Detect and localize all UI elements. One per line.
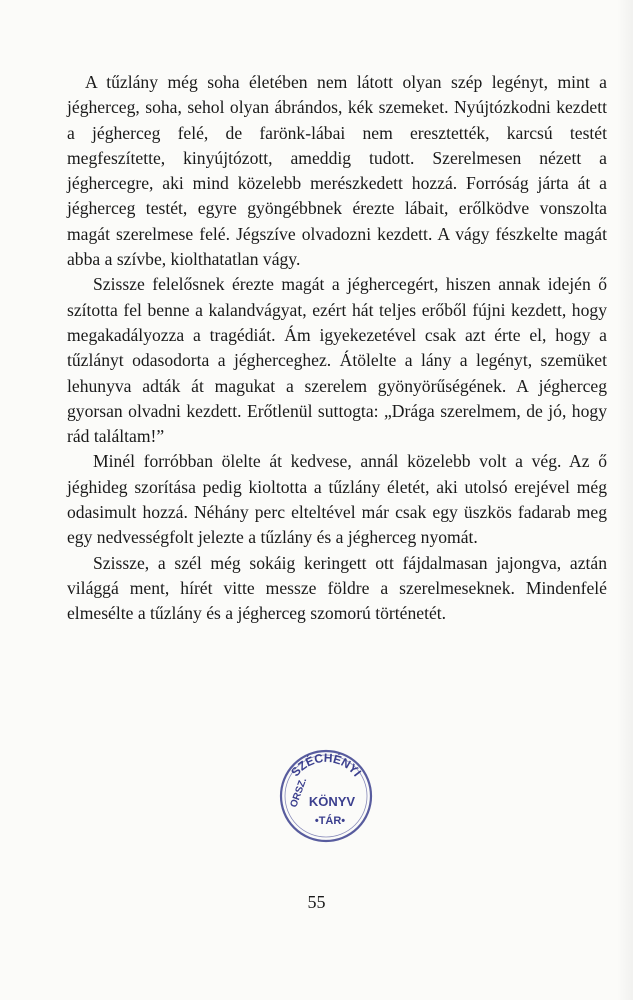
stamp-top-text: SZÉCHÉNYI bbox=[288, 750, 365, 780]
page-edge-shadow bbox=[617, 0, 633, 1000]
library-stamp bbox=[276, 746, 376, 846]
stamp-left-text: ORSZ. bbox=[288, 776, 310, 810]
stamp-bottom-text: •TÁR• bbox=[314, 815, 346, 827]
stamp-middle-text: KÖNYV bbox=[308, 794, 356, 809]
paragraph-1: A tűzlány még soha életében nem látott olyan szép legényt, mint a jégherceg, soha, sehol olyan ábrándos, kék szemeket. Nyújtózkodni kezdett a jégherceg felé, de farönk-lábai nem eresztették, karcsú testét megfeszítette, kinyújtózott, ameddig tudott. Szerelmesen nézett a jéghercegre, aki mind közelebb merészkedett hozzá. Forróság járta át a jégherceg testét, egyre gyöngébbnek érezte lábait, erőlködve vonszolta magát szerelmese felé. Jégszíve olvadozni kezdett. A vágy fészkelte magát abba a szívbe, kiolthatatlan vágy. bbox=[67, 72, 607, 270]
page-number: 55 bbox=[307, 892, 326, 912]
paragraph-3: Minél forróbban ölelte át kedvese, annál közelebb volt a vég. Az ő jéghideg szorítása pedig kioltotta a tűzlány életét, aki utolsó erejével még odasimult hozzá. Néhány perc elteltével már csak egy üszkös fadarab meg egy nedvességfolt jelezte a tűzlány és a jégherceg nyomát. bbox=[67, 451, 607, 548]
body-text bbox=[67, 70, 607, 627]
paragraph-2: Szissze felelősnek érezte magát a jéghercegért, hiszen annak idején ő szította fel benne a kalandvágyat, ezért hát teljes erőből fújni kezdett, hogy megakadályozza a tragédiát. Ám igyekezetével csak azt érte el, hogy a tűzlányt odasodorta a jégherceghez. Átölelte a lány a legényt, szemüket lehunyva adták át magukat a szerelem gyönyörűségének. A jégherceg gyorsan olvadni kezdett. Erőtlenül suttogta: „Drága szerelmem, de jó, hogy rád találtam!” bbox=[67, 274, 607, 447]
paragraph-4: Szissze, a szél még sokáig keringett ott fájdalmasan jajongva, aztán világgá ment, hírét vitte messze földre a szerelmeseknek. Mindenfelé elmesélte a tűzlány és a jégherceg szomorú történetét. bbox=[67, 552, 607, 624]
